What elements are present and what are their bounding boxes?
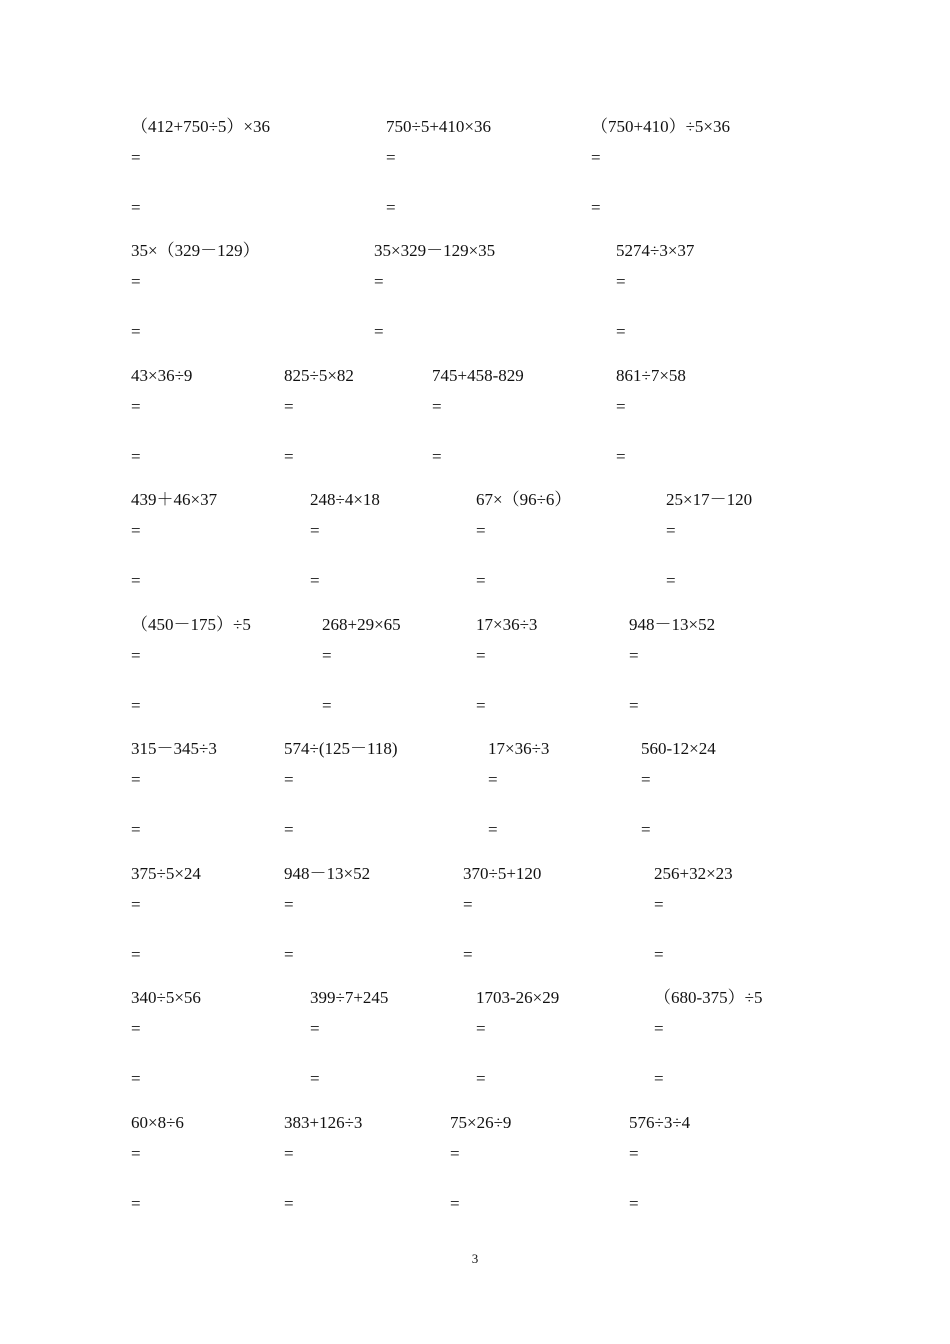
problem-expression: 750÷5+410×36 (386, 117, 492, 136)
equals-line-2: = (131, 198, 141, 217)
equals-line-2: = (284, 447, 294, 466)
equals-line-2: = (131, 447, 141, 466)
equals-line-1: = (131, 272, 141, 291)
problem-expression: 17×36÷3 (488, 739, 550, 758)
equals-line-2: = (386, 198, 396, 217)
equals-line-2: = (284, 820, 294, 839)
equals-line-1: = (616, 397, 626, 416)
equals-line-2: = (322, 696, 332, 715)
equals-line-2: = (310, 1069, 320, 1088)
equals-line-1: = (488, 770, 498, 789)
equals-line-2: = (476, 696, 486, 715)
equals-line-2: = (629, 696, 639, 715)
problem-expression: （412+750÷5）×36 (131, 117, 271, 136)
equals-line-2: = (284, 945, 294, 964)
equals-line-2: = (654, 1069, 664, 1088)
equals-line-2: = (591, 198, 601, 217)
equals-line-1: = (131, 1144, 141, 1163)
equals-line-1: = (131, 646, 141, 665)
equals-line-1: = (131, 148, 141, 167)
equals-line-2: = (616, 447, 626, 466)
problem-expression: 1703-26×29 (476, 988, 560, 1007)
equals-line-2: = (432, 447, 442, 466)
equals-line-2: = (463, 945, 473, 964)
equals-line-1: = (322, 646, 332, 665)
problem-expression: 340÷5×56 (131, 988, 201, 1007)
equals-line-2: = (450, 1194, 460, 1213)
problem-expression: 25×17－120 (666, 490, 753, 509)
problem-expression: 825÷5×82 (284, 366, 354, 385)
equals-line-1: = (629, 1144, 639, 1163)
problem-expression: 35×329－129×35 (374, 241, 496, 260)
problem-expression: 370÷5+120 (463, 864, 542, 883)
equals-line-2: = (476, 1069, 486, 1088)
problem-expression: 948－13×52 (284, 864, 371, 883)
problem-expression: 17×36÷3 (476, 615, 538, 634)
problem-expression: 745+458-829 (432, 366, 524, 385)
equals-line-2: = (131, 945, 141, 964)
problem-expression: 576÷3÷4 (629, 1113, 691, 1132)
problem-expression: 35×（329－129） (131, 241, 260, 260)
problem-expression: 439＋46×37 (131, 490, 218, 509)
equals-line-2: = (616, 322, 626, 341)
equals-line-1: = (284, 397, 294, 416)
equals-line-2: = (374, 322, 384, 341)
equals-line-1: = (284, 770, 294, 789)
equals-line-2: = (488, 820, 498, 839)
problem-expression: （750+410）÷5×36 (591, 117, 731, 136)
problem-expression: 375÷5×24 (131, 864, 201, 883)
equals-line-1: = (131, 770, 141, 789)
equals-line-2: = (131, 322, 141, 341)
problem-expression: （680-375）÷5 (654, 988, 763, 1007)
equals-line-2: = (654, 945, 664, 964)
page-number: 3 (471, 1251, 479, 1266)
equals-line-1: = (284, 895, 294, 914)
problem-expression: 268+29×65 (322, 615, 401, 634)
equals-line-2: = (284, 1194, 294, 1213)
problem-expression: 560-12×24 (641, 739, 716, 758)
problem-expression: 383+126÷3 (284, 1113, 363, 1132)
equals-line-2: = (629, 1194, 639, 1213)
equals-line-1: = (386, 148, 396, 167)
equals-line-2: = (131, 696, 141, 715)
problem-expression: 574÷(125－118) (284, 739, 398, 758)
equals-line-1: = (131, 521, 141, 540)
equals-line-1: = (131, 1019, 141, 1038)
problem-expression: 256+32×23 (654, 864, 733, 883)
equals-line-1: = (666, 521, 676, 540)
problem-expression: 75×26÷9 (450, 1113, 512, 1132)
equals-line-1: = (450, 1144, 460, 1163)
equals-line-2: = (131, 1194, 141, 1213)
equals-line-2: = (131, 1069, 141, 1088)
problem-expression: 5274÷3×37 (616, 241, 695, 260)
equals-line-2: = (131, 820, 141, 839)
equals-line-1: = (591, 148, 601, 167)
equals-line-1: = (616, 272, 626, 291)
problem-expression: 43×36÷9 (131, 366, 193, 385)
equals-line-1: = (476, 646, 486, 665)
equals-line-2: = (131, 571, 141, 590)
equals-line-1: = (476, 1019, 486, 1038)
equals-line-2: = (666, 571, 676, 590)
equals-line-1: = (476, 521, 486, 540)
problem-expression: 315－345÷3 (131, 739, 217, 758)
equals-line-1: = (374, 272, 384, 291)
equals-line-1: = (629, 646, 639, 665)
equals-line-1: = (284, 1144, 294, 1163)
equals-line-1: = (463, 895, 473, 914)
equals-line-1: = (310, 1019, 320, 1038)
equals-line-2: = (641, 820, 651, 839)
problem-expression: 861÷7×58 (616, 366, 686, 385)
equals-line-2: = (310, 571, 320, 590)
equals-line-2: = (476, 571, 486, 590)
problem-expression: 248÷4×18 (310, 490, 380, 509)
problem-expression: 67×（96÷6） (476, 490, 572, 509)
problem-expression: 948－13×52 (629, 615, 716, 634)
problem-expression: 399÷7+245 (310, 988, 389, 1007)
equals-line-1: = (131, 895, 141, 914)
problem-expression: （450－175）÷5 (131, 615, 251, 634)
problem-expression: 60×8÷6 (131, 1113, 184, 1132)
equals-line-1: = (654, 1019, 664, 1038)
equals-line-1: = (641, 770, 651, 789)
equals-line-1: = (131, 397, 141, 416)
equals-line-1: = (310, 521, 320, 540)
equals-line-1: = (654, 895, 664, 914)
equals-line-1: = (432, 397, 442, 416)
